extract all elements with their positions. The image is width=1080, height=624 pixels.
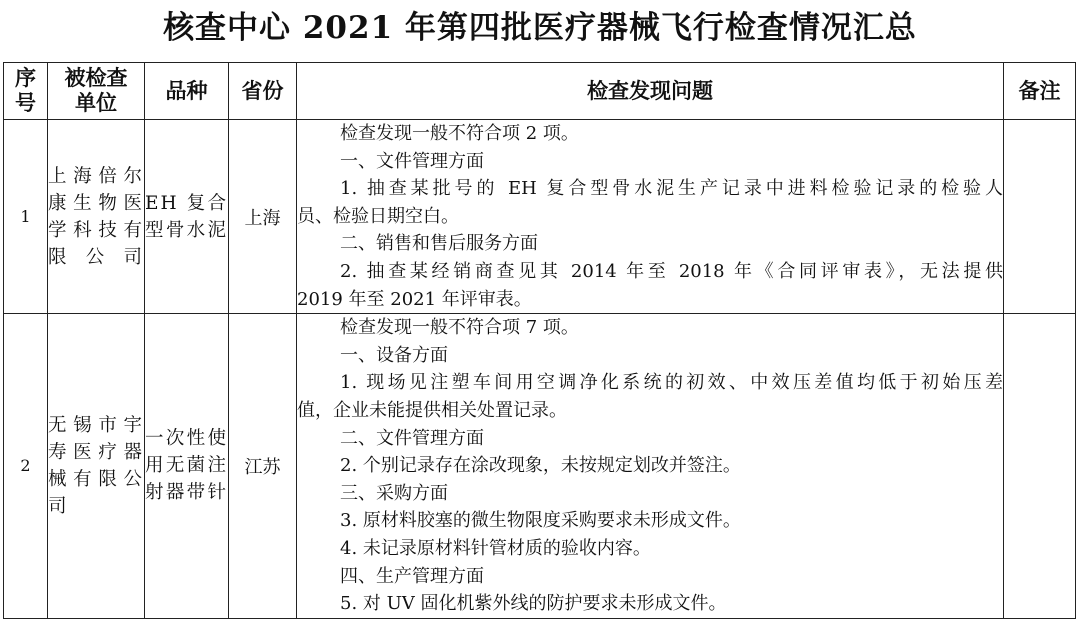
finding-line: 一、设备方面	[340, 344, 448, 366]
finding-line: 检查发现一般不符合项 2 项。	[340, 123, 579, 144]
row-num: 1	[4, 120, 48, 314]
header-findings: 检查发现问题	[297, 63, 1004, 120]
finding-line: 4. 未记录原材料针管材质的验收内容。	[340, 537, 651, 559]
finding-line: 2. 抽查某经销商查见其 2014 年至 2018 年《合同评审表》，无法提供	[340, 260, 1003, 282]
row-product: 一次性使用无菌注射器带针	[145, 314, 229, 619]
finding-line: 一、文件管理方面	[340, 150, 484, 172]
table-row	[4, 314, 1076, 619]
finding-line: 5. 对 UV 固化机紫外线的防护要求未形成文件。	[340, 593, 727, 615]
finding-line: 2. 个别记录存在涂改现象，未按规定划改并签注。	[340, 455, 741, 477]
finding-line: 1. 现场见注塑车间用空调净化系统的初效、中效压差值均低于初始压差	[340, 372, 1003, 394]
finding-line: 员、检验日期空白。	[297, 205, 459, 227]
finding-line: 二、文件管理方面	[340, 427, 484, 449]
header-province: 省份	[229, 63, 297, 120]
row-province: 江苏	[229, 314, 297, 619]
header-row	[4, 63, 1076, 120]
row-findings	[297, 120, 1004, 314]
row-findings	[297, 314, 1004, 619]
row-num: 2	[4, 314, 48, 619]
finding-line: 2019 年至 2021 年评审表。	[297, 288, 532, 310]
table-row	[4, 120, 1076, 314]
finding-line: 二、销售和售后服务方面	[340, 233, 538, 255]
row-remark	[1004, 314, 1076, 619]
row-province: 上海	[229, 120, 297, 314]
row-unit: 上海倍尔康生物医学科技有限公司	[48, 120, 145, 314]
finding-line: 1. 抽查某批号的 EH 复合型骨水泥生产记录中进料检验记录的检验人	[340, 178, 1003, 200]
row-product: EH 复合型骨水泥	[145, 120, 229, 314]
finding-line: 三、采购方面	[340, 482, 448, 504]
finding-line: 值，企业未能提供相关处置记录。	[297, 399, 567, 421]
row-remark	[1004, 120, 1076, 314]
inspection-table	[3, 62, 1076, 619]
page-title: 核查中心 2021 年第四批医疗器械飞行检查情况汇总	[163, 10, 917, 46]
header-num: 序号	[4, 63, 48, 120]
finding-line: 检查发现一般不符合项 7 项。	[340, 317, 579, 339]
header-product: 品种	[145, 63, 229, 120]
header-remark: 备注	[1004, 63, 1076, 120]
finding-line: 3. 原材料胶塞的微生物限度采购要求未形成文件。	[340, 510, 741, 532]
row-unit: 无锡市宇寿医疗器械有限公司	[48, 314, 145, 619]
header-unit: 被检查单位	[48, 63, 145, 120]
finding-line: 四、生产管理方面	[340, 565, 484, 587]
